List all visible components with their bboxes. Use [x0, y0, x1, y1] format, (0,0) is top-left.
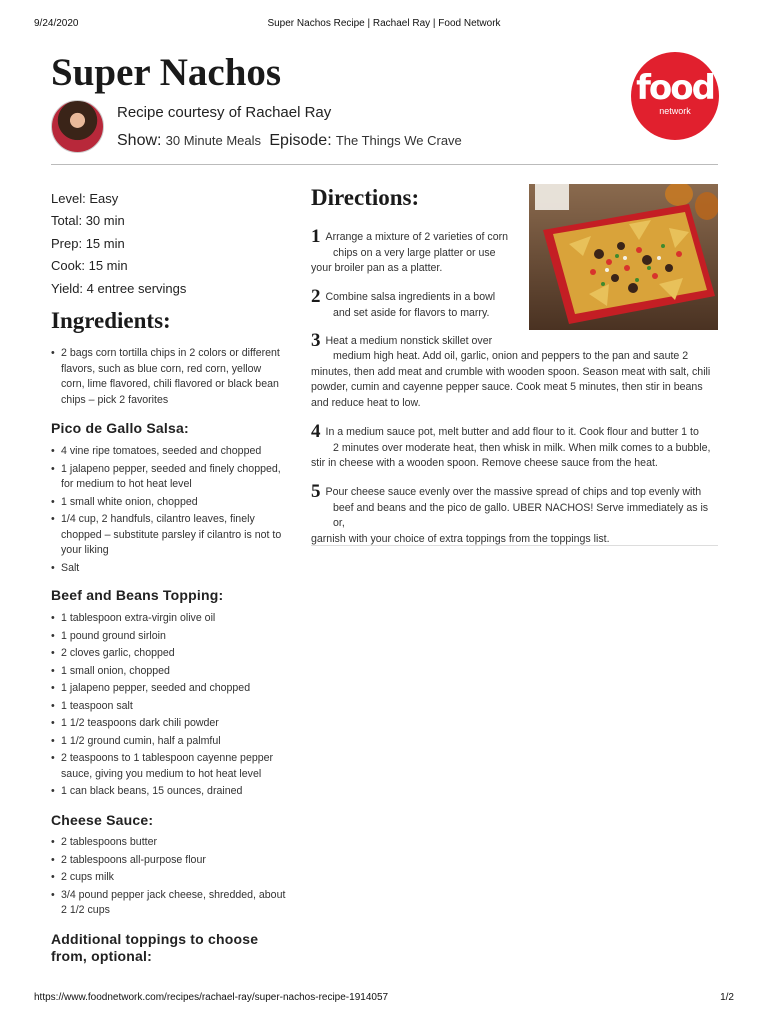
cheese-sauce-heading: Cheese Sauce: — [51, 812, 154, 828]
step-number: 1 — [311, 226, 321, 247]
episode-value[interactable]: The Things We Crave — [335, 133, 462, 148]
step-text: stir in cheese with a wooden spoon. Remove cheese sauce from the heat. — [311, 457, 658, 469]
food-network-logo[interactable] — [631, 52, 719, 140]
direction-step-2 — [311, 286, 521, 321]
print-page-title: Super Nachos Recipe | Rachael Ray | Food Network — [267, 18, 501, 29]
additional-toppings-heading: Additional toppings to choose from, optional: — [51, 931, 259, 964]
directions-divider — [311, 545, 718, 546]
meta-prep — [51, 237, 186, 259]
beef-beans-heading: Beef and Beans Topping: — [51, 587, 224, 603]
list-item: • 2 bags corn tortilla chips in 2 colors or different flavors, such as blue corn, red corn, yellow corn, lime flavored, chili flavored or black bean chips – pick 2 favorites — [51, 346, 287, 408]
meta-label: Level: — [51, 191, 86, 206]
step-number: 4 — [311, 421, 321, 442]
list-item: • 1 jalapeno pepper, seeded and chopped — [51, 681, 287, 697]
list-item: • 1 small white onion, chopped — [51, 495, 287, 511]
print-header — [34, 18, 734, 32]
recipe-meta — [51, 192, 186, 304]
logo-subword: network — [659, 106, 691, 116]
direction-step-3-head — [311, 330, 529, 351]
direction-step-5 — [311, 481, 718, 547]
meta-yield — [51, 282, 186, 304]
beef-beans-list — [51, 611, 287, 802]
list-item: • 2 tablespoons all-purpose flour — [51, 853, 287, 869]
recipe-courtesy: Recipe courtesy of Rachael Ray — [117, 104, 332, 121]
meta-level — [51, 192, 186, 214]
step-number: 5 — [311, 481, 321, 502]
meta-value: 30 min — [85, 213, 125, 229]
meta-label: Total: — [51, 213, 83, 229]
list-item: • 1 small onion, chopped — [51, 664, 287, 680]
meta-value: 15 min — [88, 258, 128, 274]
step-text: 2 minutes over moderate heat, then whisk in milk. When milk comes to a bubble, — [333, 441, 711, 454]
direction-step-3-body — [311, 349, 718, 411]
cheese-sauce-list — [51, 835, 287, 921]
logo-word: food — [636, 68, 714, 108]
list-item: • 1/4 cup, 2 handfuls, cilantro leaves, finely chopped – substitute parsley if cilantro is not to your liking — [51, 512, 287, 559]
step-text: garnish with your choice of extra toppings from the toppings list. — [311, 532, 610, 545]
list-item: • 3/4 pound pepper jack cheese, shredded, about 2 1/2 cups — [51, 888, 287, 919]
meta-value: 15 min — [85, 235, 125, 251]
pico-heading: Pico de Gallo Salsa: — [51, 420, 189, 436]
step-text: In a medium sauce pot, melt butter and add flour to it. Cook flour and butter 1 to — [325, 426, 699, 438]
list-item: • 1 teaspoon salt — [51, 699, 287, 715]
pico-list — [51, 444, 287, 578]
show-label: Show: — [117, 132, 162, 149]
step-number: 3 — [311, 330, 321, 351]
step-text: Heat a medium nonstick skillet over — [325, 335, 493, 347]
ingredients-main-list — [51, 346, 287, 410]
show-episode-line — [117, 132, 462, 150]
step-text: Pour cheese sauce evenly over the massive spread of chips and top evenly with — [325, 486, 702, 498]
meta-value: 4 entree servings — [86, 280, 187, 296]
list-item: • 2 cups milk — [51, 870, 287, 886]
step-text: beef and beans and the pico de gallo. UBER NACHOS! Serve immediately as is or, — [333, 501, 709, 529]
episode-label: Episode: — [269, 132, 332, 149]
print-page-number: 1/2 — [720, 992, 734, 1003]
direction-step-4 — [311, 421, 718, 472]
step-text: Arrange a mixture of 2 varieties of corn — [325, 231, 509, 243]
meta-label: Yield: — [51, 280, 84, 296]
list-item: • 4 vine ripe tomatoes, seeded and chopped — [51, 444, 287, 460]
list-item: • 1 pound ground sirloin — [51, 629, 287, 645]
list-item: • 1 can black beans, 15 ounces, drained — [51, 784, 287, 800]
list-item: • 1 jalapeno pepper, seeded and finely chopped, for medium to hot heat level — [51, 462, 287, 493]
meta-value: Easy — [89, 191, 119, 206]
step-text: and set aside for flavors to marry. — [333, 306, 490, 319]
list-item: • 1 1/2 teaspoons dark chili powder — [51, 716, 287, 732]
print-footer — [34, 992, 734, 1006]
recipe-title: Super Nachos — [51, 51, 282, 94]
show-value[interactable]: 30 Minute Meals — [165, 133, 262, 148]
meta-cook — [51, 259, 186, 281]
meta-label: Cook: — [51, 258, 85, 274]
step-text: minutes, then add meat and crumble with wooden spoon. Season meat with salt, chili powder, cumin and cayenne pepper sauce. Cook meat 5 minutes, then stir in beans and reduce heat to low. — [311, 365, 711, 409]
header-divider — [51, 164, 718, 165]
list-item: • 1 1/2 ground cumin, half a palmful — [51, 734, 287, 750]
step-text: chips on a very large platter or use — [333, 246, 496, 259]
chef-avatar — [51, 100, 104, 153]
list-item: • 2 cloves garlic, chopped — [51, 646, 287, 662]
meta-total — [51, 214, 186, 236]
print-date: 9/24/2020 — [34, 18, 79, 29]
meta-label: Prep: — [51, 235, 83, 251]
directions-heading: Directions: — [311, 185, 420, 210]
nachos-photo-illustration — [529, 184, 718, 330]
print-url[interactable]: https://www.foodnetwork.com/recipes/rachael-ray/super-nachos-recipe-1914057 — [34, 992, 389, 1003]
step-text: medium high heat. Add oil, garlic, onion and peppers to the pan and saute 2 — [333, 350, 689, 362]
list-item: • Salt — [51, 561, 287, 577]
ingredients-heading: Ingredients: — [51, 308, 171, 333]
direction-step-1 — [311, 226, 521, 277]
list-item: • 1 tablespoon extra-virgin olive oil — [51, 611, 287, 627]
step-text: Combine salsa ingredients in a bowl — [325, 291, 496, 303]
list-item: • 2 tablespoons butter — [51, 835, 287, 851]
nachos-photo — [529, 184, 718, 330]
list-item: • 2 teaspoons to 1 tablespoon cayenne pepper sauce, giving you medium to hot heat level — [51, 751, 287, 782]
step-number: 2 — [311, 286, 321, 307]
step-text: your broiler pan as a platter. — [311, 262, 443, 274]
